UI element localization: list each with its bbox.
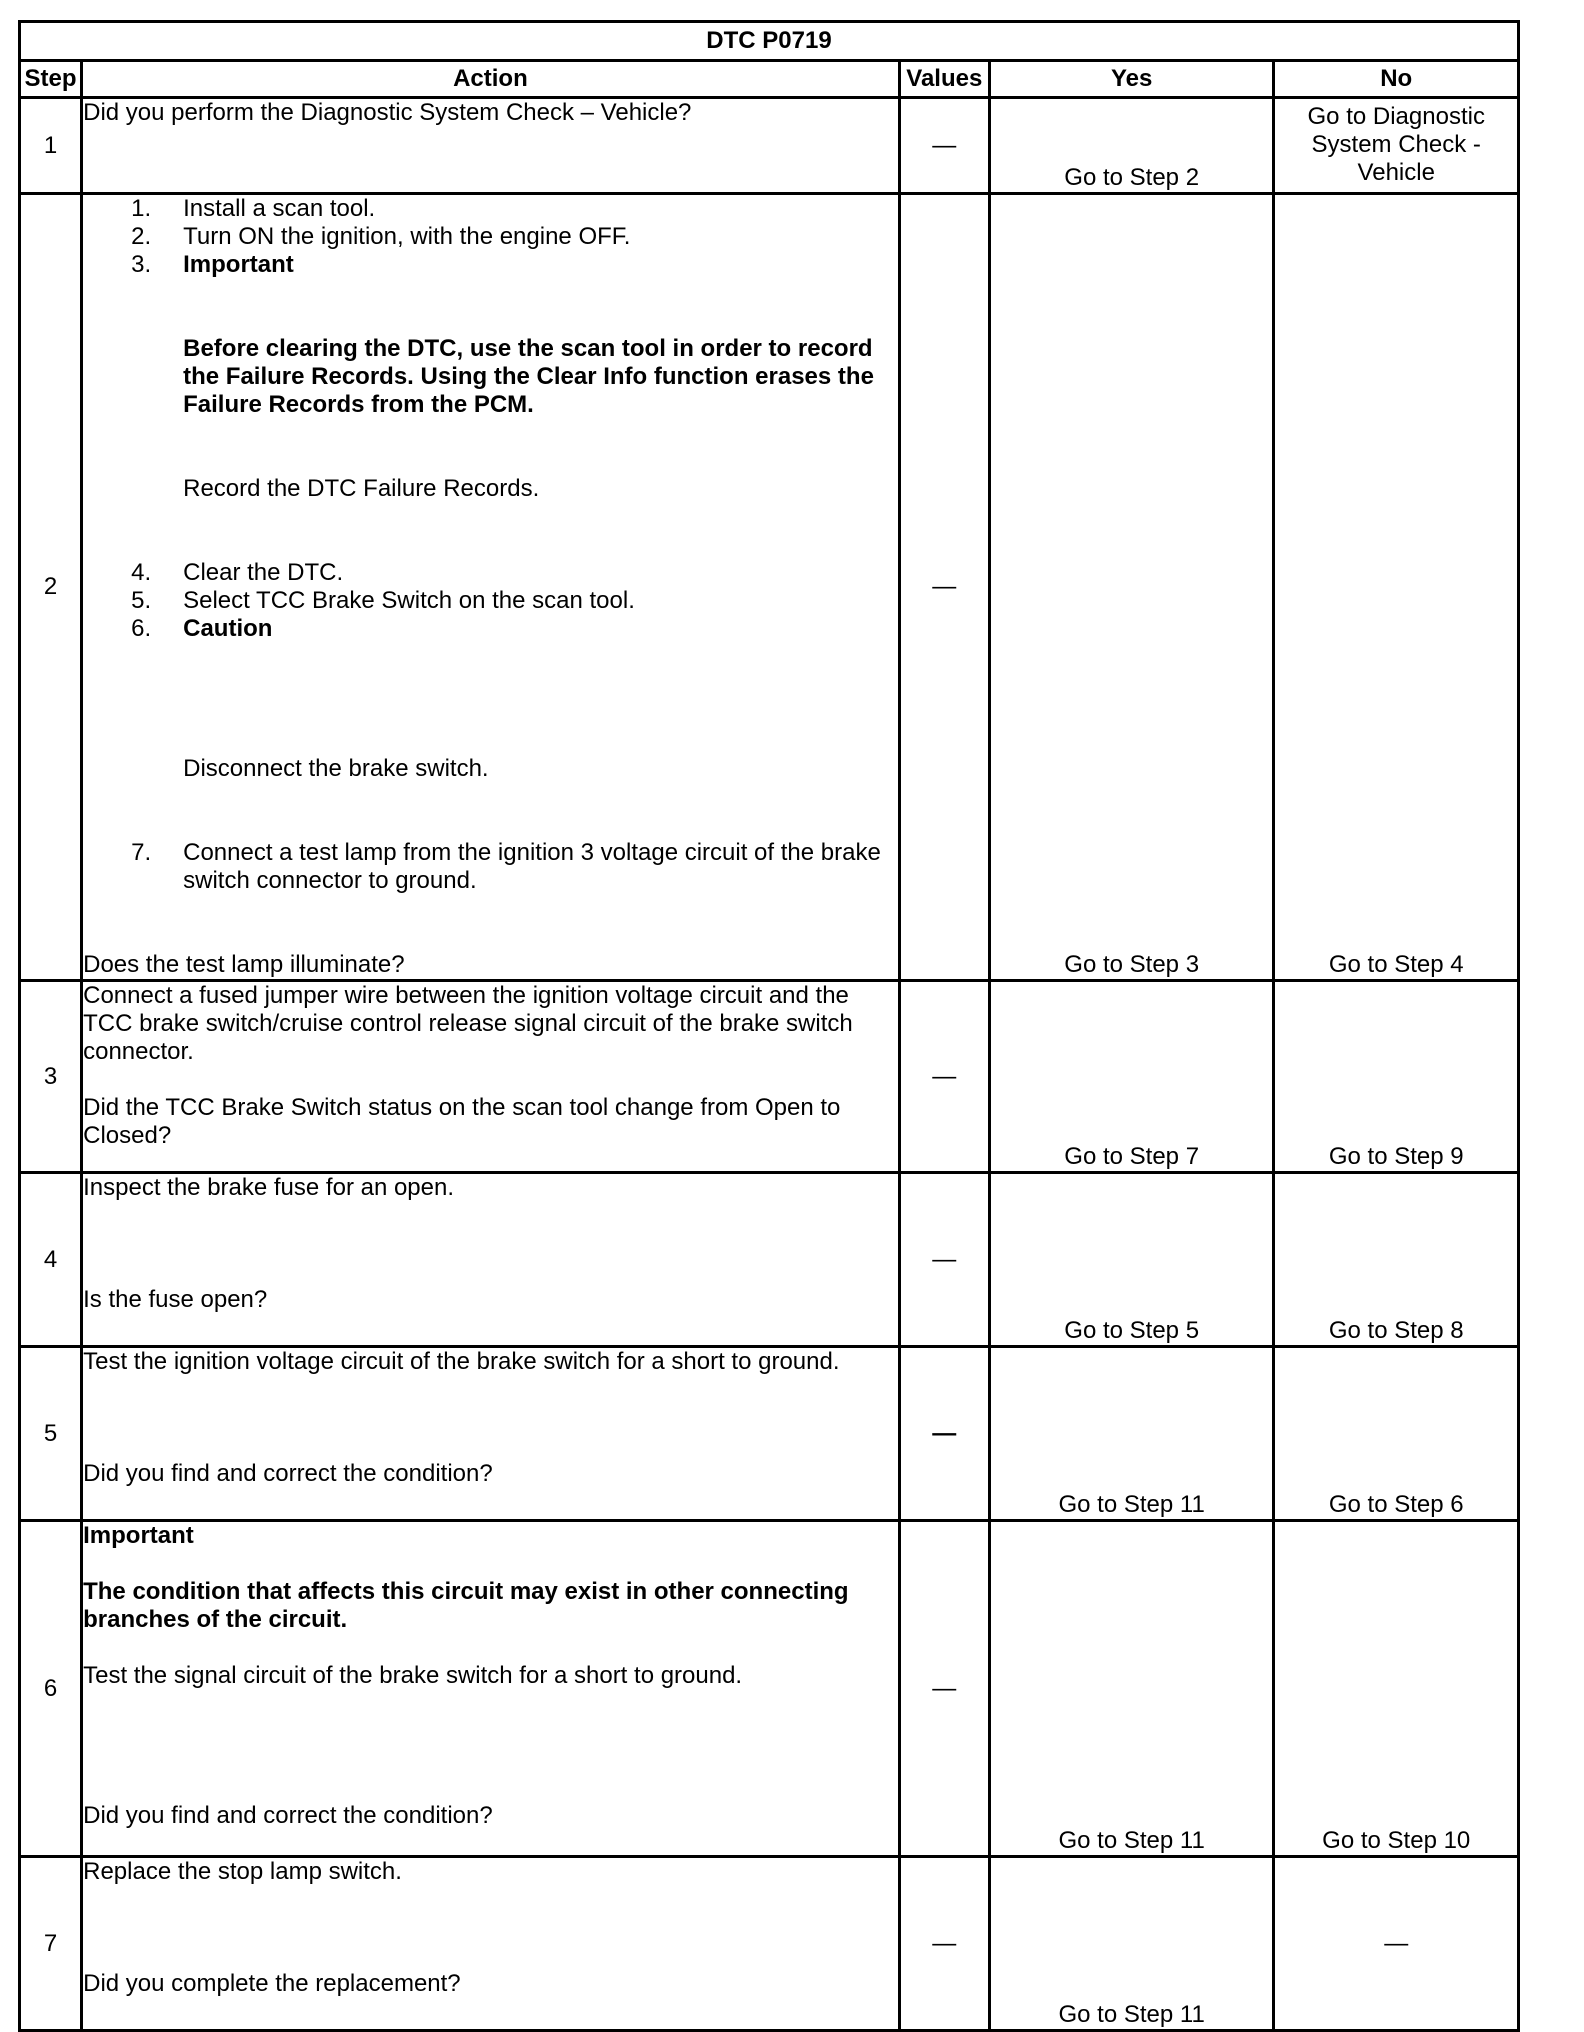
no-link[interactable]: Go to Step 4 [1274,194,1519,981]
header-no: No [1274,61,1519,98]
procedure-list [83,839,898,895]
action-instruction: Test the ignition voltage circuit of the brake switch for a short to ground. [83,1348,840,1375]
step-number: 5 [20,1347,82,1521]
list-item: 4. Clear the DTC. [131,559,344,586]
header-values: Values [899,61,989,98]
header-action: Action [82,61,900,98]
procedure-list [83,559,898,643]
step-number: 3 [20,981,82,1173]
list-item: 7. Connect a test lamp from the ignition 3 voltage circuit of the brake switch connector to ground. [131,839,881,894]
yes-link[interactable]: Go to Step 11 [989,1857,1274,2031]
values-cell: — [899,981,989,1173]
action-question: Did you perform the Diagnostic System Check – Vehicle? [83,99,692,126]
disconnect-instruction: Disconnect the brake switch. [183,755,489,782]
yes-link[interactable]: Go to Step 3 [989,194,1274,981]
no-link[interactable]: Go to Step 10 [1274,1521,1519,1857]
action-question: Did you find and correct the condition? [83,1802,493,1829]
yes-link[interactable]: Go to Step 2 [989,98,1274,194]
list-item: 2. Turn ON the ignition, with the engine OFF. [131,223,631,250]
table-row [20,194,1519,981]
step-number: 4 [20,1173,82,1347]
no-link[interactable]: Go to Step 6 [1274,1347,1519,1521]
values-cell: — [899,98,989,194]
action-question: Did the TCC Brake Switch status on the scan tool change from Open to Closed? [83,1094,841,1149]
no-link[interactable]: Go to Step 8 [1274,1173,1519,1347]
action-instruction: Test the signal circuit of the brake switch for a short to ground. [83,1662,743,1689]
important-note: Before clearing the DTC, use the scan tool in order to record the Failure Records. Using the Clear Info function erases the Failure Records from the PCM. [183,335,874,418]
action-instruction: Connect a fused jumper wire between the ignition voltage circuit and the TCC brake switch/cruise control release signal circuit of the brake switch connector. [83,982,853,1065]
no-link[interactable]: Go to Diagnostic System Check - Vehicle [1274,98,1519,194]
values-cell: — [899,1521,989,1857]
step-number: 2 [20,194,82,981]
no-value: — [1274,1857,1519,2031]
important-label: Important [183,251,294,278]
action-cell [82,194,900,981]
table-row [20,1857,1519,2031]
values-cell: — [899,1173,989,1347]
values-cell: — [899,1857,989,2031]
yes-link[interactable]: Go to Step 5 [989,1173,1274,1347]
list-item: 1. Install a scan tool. [131,195,376,222]
list-item: 6. Caution [131,615,273,642]
action-cell [82,1857,900,2031]
action-cell [82,1521,900,1857]
yes-link[interactable]: Go to Step 11 [989,1347,1274,1521]
table-row [20,1521,1519,1857]
step-number: 6 [20,1521,82,1857]
action-question: Is the fuse open? [83,1286,268,1313]
action-question: Did you find and correct the condition? [83,1460,493,1487]
action-cell [82,981,900,1173]
action-cell [82,1173,900,1347]
table-row [20,1173,1519,1347]
yes-link[interactable]: Go to Step 7 [989,981,1274,1173]
action-cell [82,1347,900,1521]
values-cell: — [899,194,989,981]
table-row [20,98,1519,194]
table-row [20,1347,1519,1521]
dtc-table [18,20,1520,2032]
list-item: 3. Important [131,251,294,278]
action-instruction: Replace the stop lamp switch. [83,1858,402,1885]
yes-link[interactable]: Go to Step 11 [989,1521,1274,1857]
values-cell: — [899,1347,989,1521]
action-question: Did you complete the replacement? [83,1970,461,1997]
table-row [20,981,1519,1173]
header-yes: Yes [989,61,1274,98]
step-number: 1 [20,98,82,194]
important-label: Important [83,1522,194,1549]
record-instruction: Record the DTC Failure Records. [183,475,540,502]
step-number: 7 [20,1857,82,2031]
list-item: 5. Select TCC Brake Switch on the scan tool. [131,587,635,614]
action-question: Does the test lamp illuminate? [83,951,405,978]
caution-label: Caution [183,615,273,642]
table-title: DTC P0719 [20,22,1519,61]
header-row [20,61,1519,98]
action-cell [82,98,900,194]
procedure-list [83,195,898,279]
important-note: The condition that affects this circuit may exist in other connecting branches of the circuit. [83,1578,849,1633]
header-step: Step [20,61,82,98]
action-instruction: Inspect the brake fuse for an open. [83,1174,455,1201]
no-link[interactable]: Go to Step 9 [1274,981,1519,1173]
